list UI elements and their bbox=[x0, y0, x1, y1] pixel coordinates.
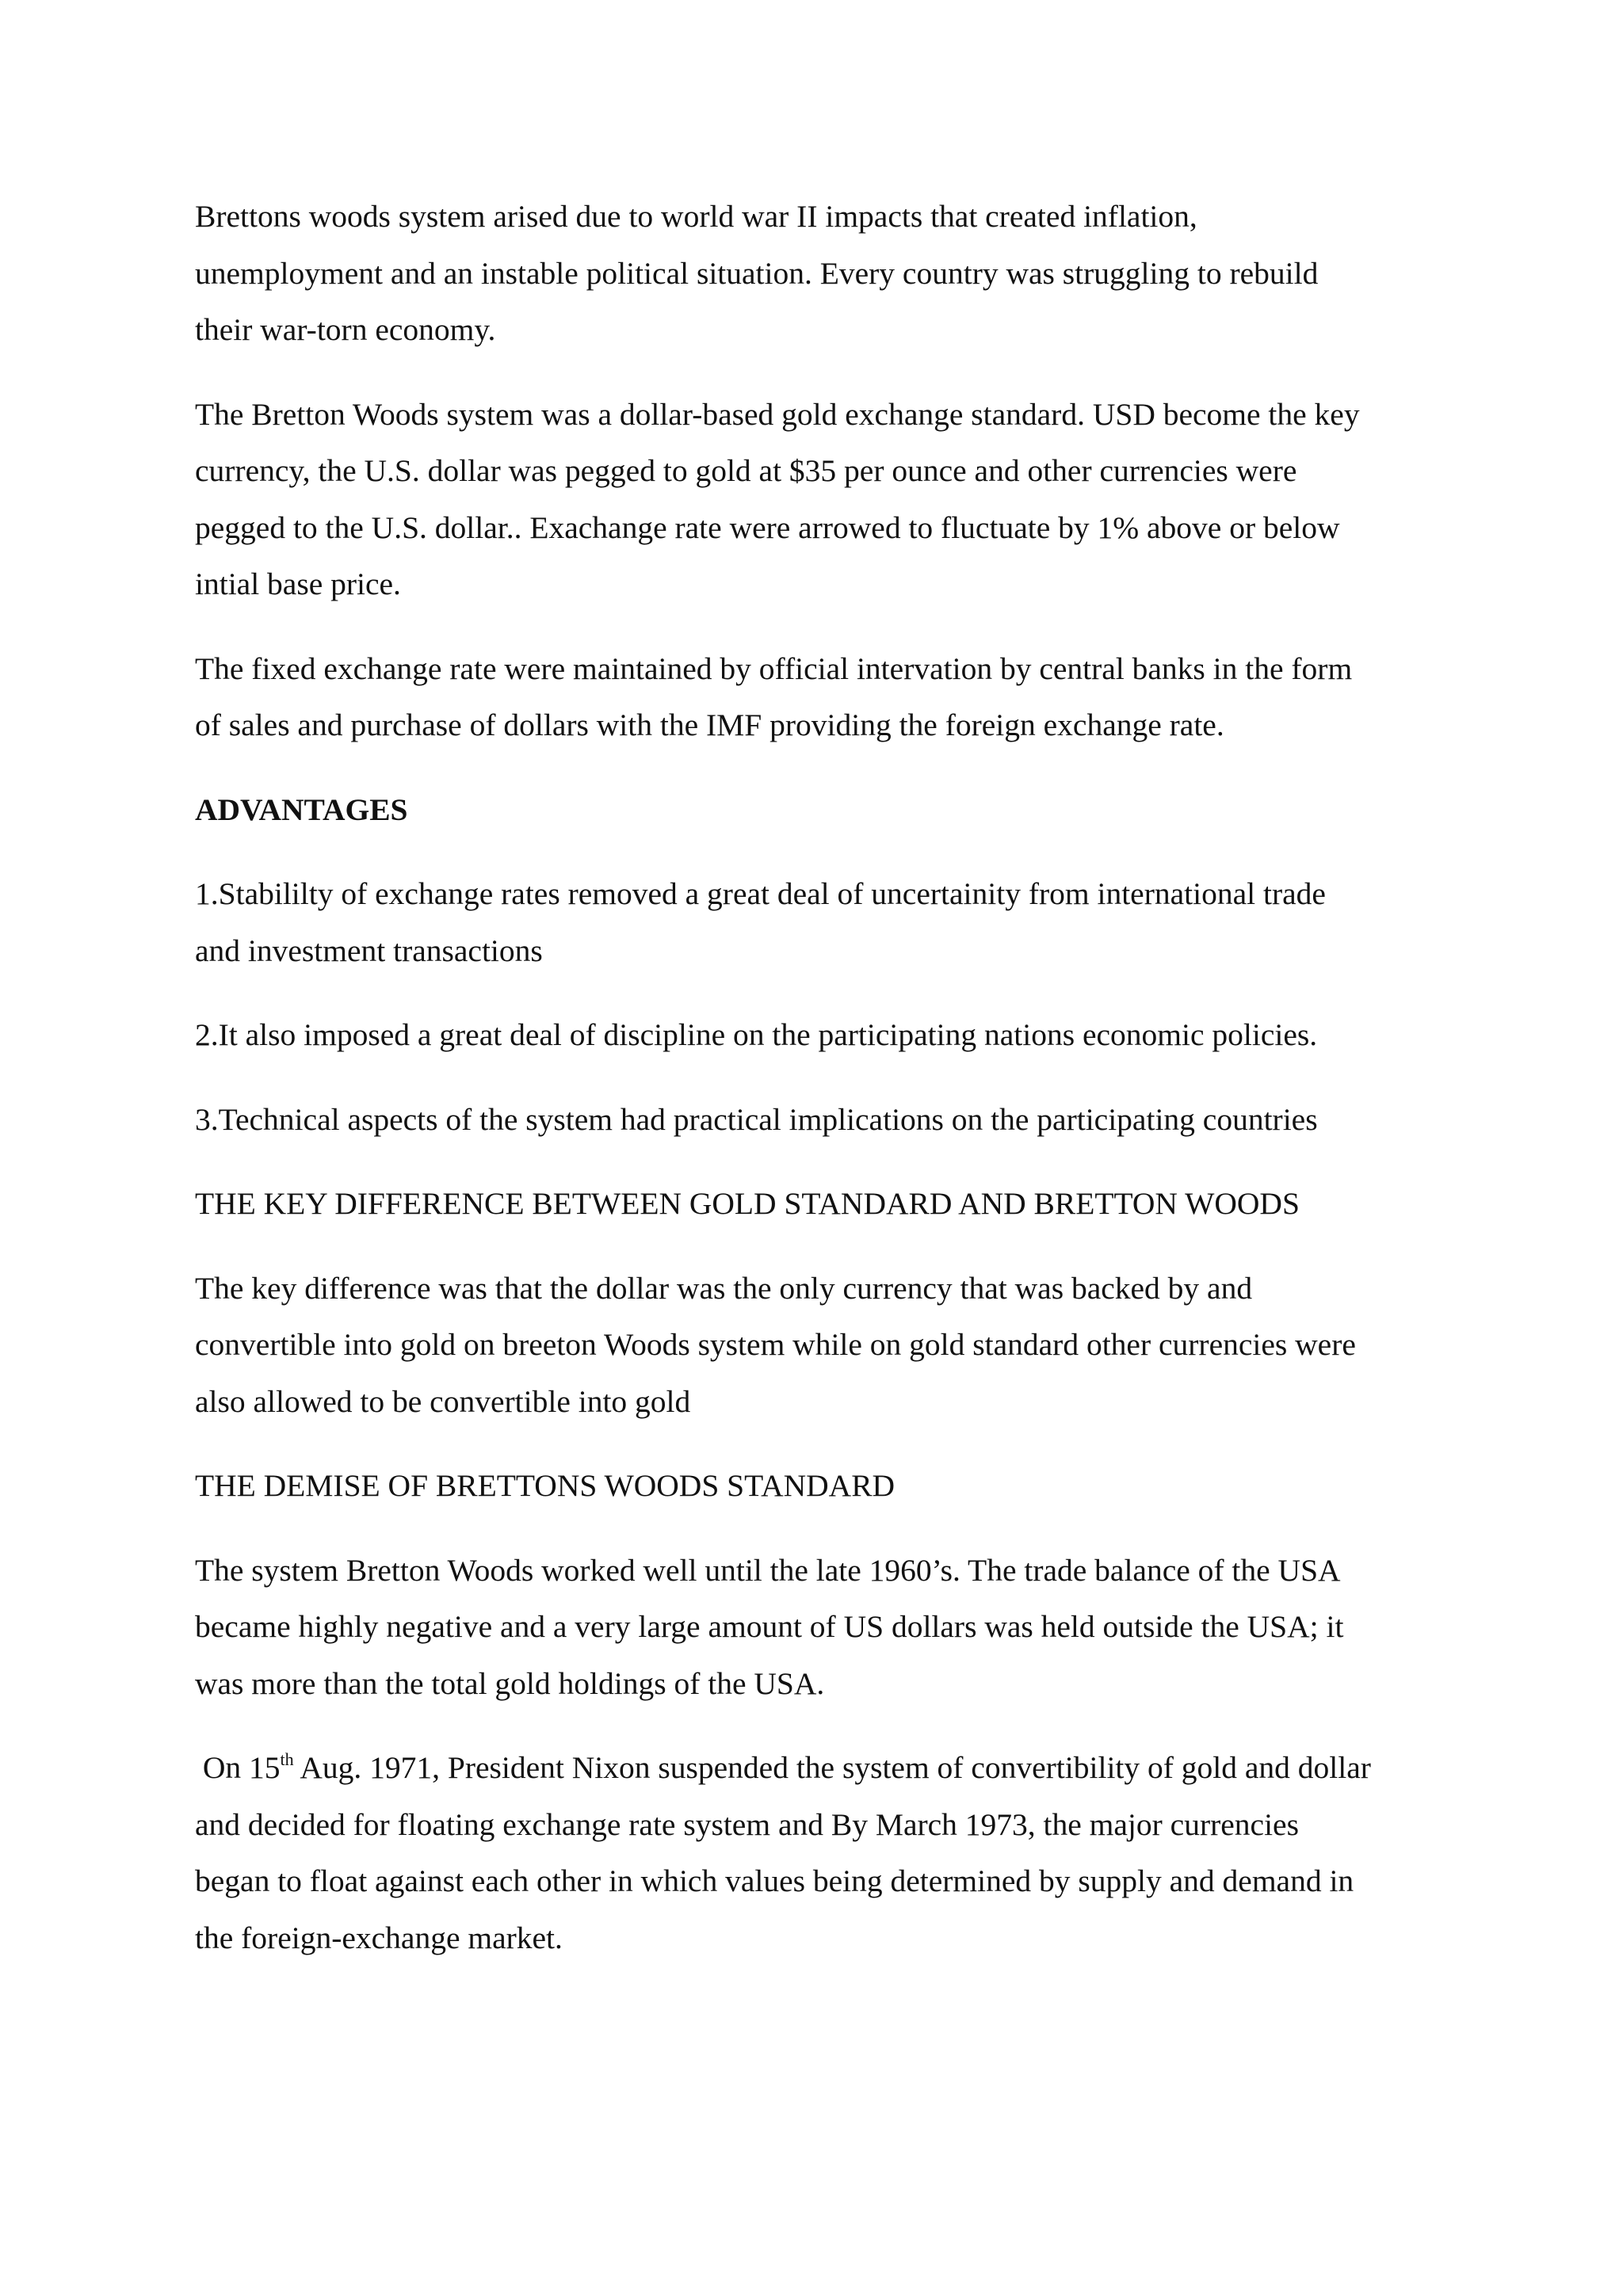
heading-key-difference bbox=[195, 1176, 1439, 1233]
text-line: their war-torn economy. bbox=[195, 312, 496, 347]
text-line: the foreign-exchange market. bbox=[195, 1920, 563, 1955]
text-fragment: On 15 bbox=[195, 1750, 281, 1785]
paragraph-nixon-suspension bbox=[195, 1740, 1439, 1966]
text-line: also allowed to be convertible into gold bbox=[195, 1383, 691, 1419]
text-line: The fixed exchange rate were maintained by official intervation by central banks in the form bbox=[195, 650, 1353, 686]
advantage-item-1 bbox=[195, 866, 1439, 979]
text-line: currency, the U.S. dollar was pegged to gold at $35 per ounce and other currencies were bbox=[195, 453, 1297, 488]
heading-demise bbox=[195, 1458, 1439, 1515]
paragraph-key-difference bbox=[195, 1261, 1439, 1431]
heading-text: THE DEMISE OF BRETTONS WOODS STANDARD bbox=[195, 1468, 896, 1503]
text-line: unemployment and an instable political situation. Every country was struggling to rebuild bbox=[195, 255, 1319, 291]
text-line: intial base price. bbox=[195, 566, 401, 601]
document-body bbox=[195, 189, 1439, 1994]
text-line: The Bretton Woods system was a dollar-based gold exchange standard. USD become the key bbox=[195, 396, 1360, 432]
text-line: 1.Stabililty of exchange rates removed a great deal of uncertainity from international trade bbox=[195, 876, 1326, 911]
text-line: Brettons woods system arised due to world war II impacts that created inflation, bbox=[195, 199, 1197, 234]
text-line: The system Bretton Woods worked well until the late 1960’s. The trade balance of the USA bbox=[195, 1552, 1341, 1588]
text-line: became highly negative and a very large amount of US dollars was held outside the USA; it bbox=[195, 1609, 1344, 1644]
text-fragment: Aug. 1971, President Nixon suspended the system of convertibility of gold and dollar bbox=[293, 1750, 1371, 1785]
paragraph-origin bbox=[195, 189, 1439, 359]
text-line: began to float against each other in which values being determined by supply and demand in bbox=[195, 1863, 1354, 1898]
text-line: and decided for floating exchange rate system and By March 1973, the major currencies bbox=[195, 1806, 1299, 1842]
heading-text: ADVANTAGES bbox=[195, 791, 408, 827]
heading-advantages bbox=[195, 782, 1439, 839]
paragraph-gold-exchange-standard bbox=[195, 387, 1439, 613]
paragraph-demise bbox=[195, 1543, 1439, 1713]
text-line: of sales and purchase of dollars with the IMF providing the foreign exchange rate. bbox=[195, 707, 1224, 742]
text-line: pegged to the U.S. dollar.. Exachange rate were arrowed to fluctuate by 1% above or below bbox=[195, 509, 1340, 545]
advantage-item-2 bbox=[195, 1007, 1439, 1064]
text-line: 3.Technical aspects of the system had practical implications on the participating countries bbox=[195, 1101, 1318, 1137]
text-line bbox=[195, 1740, 1439, 1797]
heading-text: THE KEY DIFFERENCE BETWEEN GOLD STANDARD AND BRETTON WOODS bbox=[195, 1186, 1300, 1221]
text-line: The key difference was that the dollar was the only currency that was backed by and bbox=[195, 1270, 1253, 1306]
text-line: was more than the total gold holdings of the USA. bbox=[195, 1665, 825, 1701]
text-line: convertible into gold on breeton Woods system while on gold standard other currencies were bbox=[195, 1327, 1356, 1362]
ordinal-superscript: th bbox=[280, 1749, 294, 1769]
text-line: and investment transactions bbox=[195, 933, 543, 968]
advantage-item-3 bbox=[195, 1092, 1439, 1149]
text-line: 2.It also imposed a great deal of discipline on the participating nations economic policies. bbox=[195, 1017, 1318, 1052]
paragraph-fixed-exchange-rate bbox=[195, 641, 1439, 754]
